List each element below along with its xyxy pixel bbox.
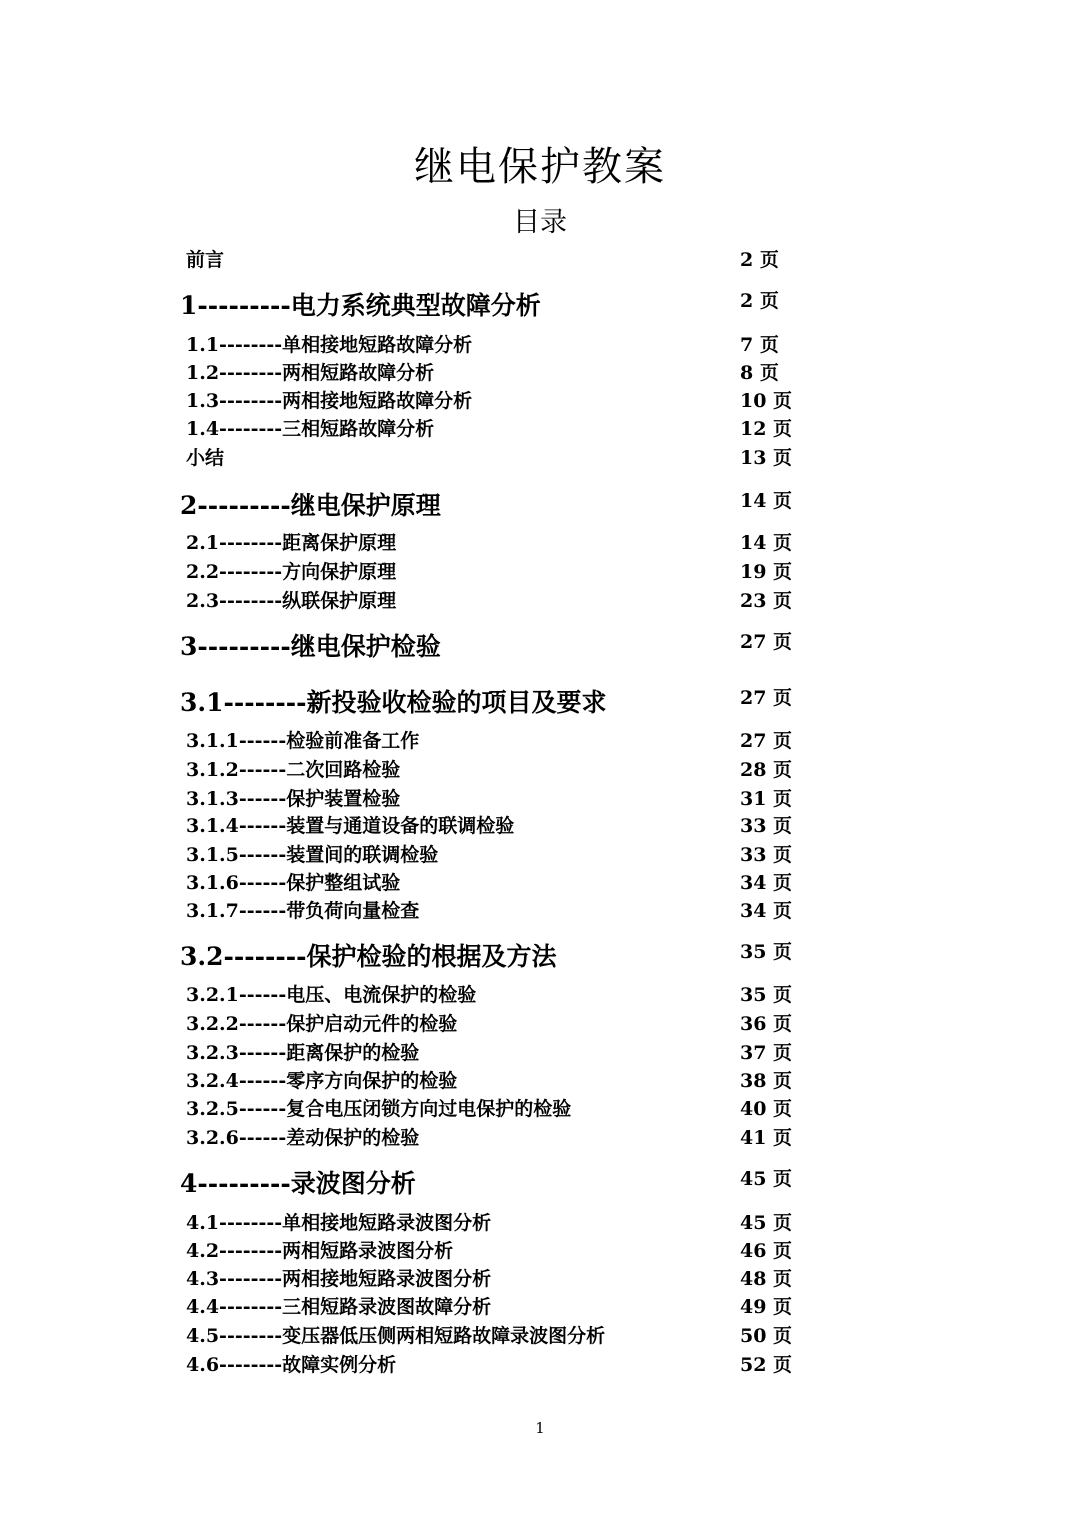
document-title: 继电保护教案 (414, 144, 666, 190)
toc-entry-label: 3.1.6------保护整组试验 (186, 872, 401, 894)
toc-entry (0, 586, 1080, 618)
toc-entry-label: 小结 (186, 447, 225, 469)
toc-entry-label: 前言 (186, 249, 225, 271)
toc-entry (0, 726, 1080, 758)
toc-entry-label: 4.6--------故障实例分析 (186, 1354, 397, 1376)
toc-chapter-entry (0, 286, 1080, 318)
toc-entry-page: 31 页 (740, 788, 793, 810)
toc-entry-label: 3.1.7------带负荷向量检查 (186, 900, 420, 922)
toc-chapter-entry (0, 1164, 1080, 1196)
toc-entry-label: 4.1--------单相接地短路录波图分析 (186, 1212, 492, 1234)
toc-entry (0, 1009, 1080, 1041)
toc-entry-label: 3.2.4------零序方向保护的检验 (186, 1070, 458, 1092)
toc-entry (0, 1123, 1080, 1155)
toc-entry-label: 1.4--------三相短路故障分析 (186, 418, 435, 440)
toc-entry-label: 1.1--------单相接地短路故障分析 (186, 334, 473, 356)
toc-entry-label: 1.3--------两相接地短路故障分析 (186, 390, 473, 412)
toc-entry-label: 3.1.4------装置与通道设备的联调检验 (186, 815, 515, 837)
toc-entry-page: 38 页 (740, 1070, 793, 1092)
toc-entry-label: 3.2.5------复合电压闭锁方向过电保护的检验 (186, 1098, 572, 1120)
toc-entry (0, 1292, 1080, 1324)
toc-entry (0, 755, 1080, 787)
toc-entry-label: 4.4--------三相短路录波图故障分析 (186, 1296, 492, 1318)
toc-entry-page: 34 页 (740, 872, 793, 894)
toc-entry (0, 414, 1080, 446)
toc-entry-label: 3.2.6------差动保护的检验 (186, 1127, 420, 1149)
toc-entry-label: 3.1.2------二次回路检验 (186, 759, 401, 781)
toc-chapter-entry (0, 683, 1080, 715)
toc-entry-label: 3.1--------新投验收检验的项目及要求 (180, 688, 607, 717)
toc-chapter-entry (0, 937, 1080, 969)
toc-entry-page: 27 页 (740, 687, 793, 709)
toc-entry-page: 45 页 (740, 1168, 793, 1190)
toc-entry-page: 50 页 (740, 1325, 793, 1347)
toc-entry (0, 557, 1080, 589)
toc-chapter-entry (0, 627, 1080, 659)
toc-entry-page: 10 页 (740, 390, 793, 412)
toc-entry (0, 896, 1080, 928)
toc-entry-label: 3.2.2------保护启动元件的检验 (186, 1013, 458, 1035)
toc-entry-page: 48 页 (740, 1268, 793, 1290)
toc-entry-page: 33 页 (740, 844, 793, 866)
toc-entry-page: 2 页 (740, 290, 779, 312)
toc-entry-label: 3.2.3------距离保护的检验 (186, 1042, 420, 1064)
toc-entry-page: 40 页 (740, 1098, 793, 1120)
toc-entry-label: 3---------继电保护检验 (180, 632, 441, 661)
toc-entry-page: 12 页 (740, 418, 793, 440)
toc-entry-label: 4.3--------两相接地短路录波图分析 (186, 1268, 492, 1290)
toc-entry (0, 1321, 1080, 1353)
toc-entry-label: 2.3--------纵联保护原理 (186, 590, 397, 612)
toc-entry-label: 3.1.3------保护装置检验 (186, 788, 401, 810)
toc-entry-page: 49 页 (740, 1296, 793, 1318)
toc-entry-page: 37 页 (740, 1042, 793, 1064)
toc-entry-label: 2.1--------距离保护原理 (186, 532, 397, 554)
toc-entry-page: 2 页 (740, 249, 779, 271)
toc-entry-page: 13 页 (740, 447, 793, 469)
toc-entry-page: 41 页 (740, 1127, 793, 1149)
toc-entry-label: 1---------电力系统典型故障分析 (180, 291, 541, 320)
toc-entry-label: 2---------继电保护原理 (180, 491, 441, 520)
toc-entry-label: 3.1.1------检验前准备工作 (186, 730, 420, 752)
toc-entry-page: 36 页 (740, 1013, 793, 1035)
toc-entry-page: 7 页 (740, 334, 779, 356)
toc-entry-page: 45 页 (740, 1212, 793, 1234)
toc-entry-page: 35 页 (740, 941, 793, 963)
toc-entry (0, 980, 1080, 1012)
toc-entry-label: 3.1.5------装置间的联调检验 (186, 844, 439, 866)
toc-entry-page: 27 页 (740, 730, 793, 752)
toc-entry-page: 8 页 (740, 362, 779, 384)
toc-entry-page: 27 页 (740, 631, 793, 653)
toc-entry-label: 4---------录波图分析 (180, 1169, 416, 1198)
toc-entry-label: 4.2--------两相短路录波图分析 (186, 1240, 454, 1262)
toc-entry-page: 33 页 (740, 815, 793, 837)
toc-entry-label: 1.2--------两相短路故障分析 (186, 362, 435, 384)
toc-entry (0, 1094, 1080, 1126)
toc-heading: 目录 (513, 207, 567, 238)
toc-entry (0, 245, 1080, 277)
toc-entry (0, 811, 1080, 843)
toc-entry-page: 52 页 (740, 1354, 793, 1376)
toc-entry-page: 19 页 (740, 561, 793, 583)
toc-entry-page: 35 页 (740, 984, 793, 1006)
toc-entry (0, 443, 1080, 475)
page-number: 1 (535, 1419, 545, 1437)
toc-entry-page: 14 页 (740, 532, 793, 554)
toc-entry-label: 2.2--------方向保护原理 (186, 561, 397, 583)
toc-entry-page: 23 页 (740, 590, 793, 612)
toc-entry-page: 46 页 (740, 1240, 793, 1262)
toc-entry-label: 4.5--------变压器低压侧两相短路故障录波图分析 (186, 1325, 606, 1347)
toc-entry (0, 1350, 1080, 1382)
toc-entry-page: 28 页 (740, 759, 793, 781)
toc-chapter-entry (0, 486, 1080, 518)
toc-entry (0, 528, 1080, 560)
toc-entry-page: 34 页 (740, 900, 793, 922)
toc-entry-label: 3.2.1------电压、电流保护的检验 (186, 984, 477, 1006)
toc-entry-page: 14 页 (740, 490, 793, 512)
toc-entry-label: 3.2--------保护检验的根据及方法 (180, 942, 557, 971)
